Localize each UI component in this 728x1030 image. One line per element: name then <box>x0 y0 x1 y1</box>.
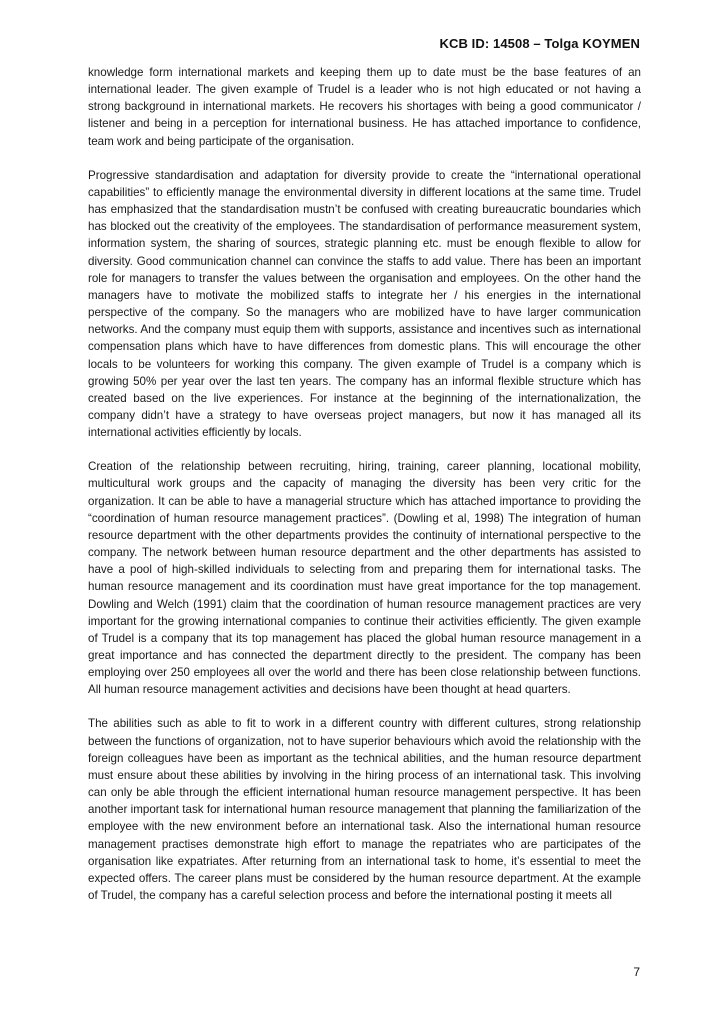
page-number: 7 <box>633 965 640 979</box>
document-body <box>88 64 641 921</box>
page-header: KCB ID: 14508 – Tolga KOYMEN <box>439 36 640 51</box>
paragraph: The abilities such as able to fit to work in a different country with different cultures, strong relationship between the functions of organization, not to have superior behaviours which avoid the relationship with the foreign colleagues have been as important as the technical abilities, and the human resource department must ensure about these abilities by involving in the hiring process of an international task. This involving can only be able through the efficient international human resource management perspective. It has been another important task for international human resource management that planning the familiarization of the employee with the new environment before an international task. Also the international human resource management practises demonstrate high effort to manage the repatriates who are participates of the organisation like expatriates. After returning from an international task to home, it’s essential to meet the expected offers. The career plans must be considered by the human resource department. At the example of Trudel, the company has a careful selection process and before the international posting it meets all <box>88 717 641 903</box>
paragraph: Creation of the relationship between recruiting, hiring, training, career planning, locational mobility, multicultural work groups and the capacity of managing the diversity has been very critic for the organization. It can be able to have a managerial structure which has attached importance to providing the “coordination of human resource management practices”. (Dowling et al, 1998) The integration of human resource department with the other departments provides the continuity of international perspective to the company. The network between human resource department and the other departments has assisted to have a pool of high-skilled individuals to selecting from and preparing them for international tasks. The human resource management and its coordination must have great importance for the top management. Dowling and Welch (1991) claim that the coordination of human resource management practices are very important for the growing international companies to continue their activities efficiently. The given example of Trudel is a company that its top management has placed the global human resource management in a great importance and has connected the department directly to the president. The company has been employing over 250 employees all over the world and there has been close relationship between functions. All human resource management activities and decisions have been thought at head quarters. <box>88 460 641 697</box>
paragraph: knowledge form international markets and keeping them up to date must be the base features of an international leader. The given example of Trudel is a leader who is not high educated or not having a strong background in international markets. He recovers his shortages with being a good communicator / listener and being in a perception for international business. He has attached importance to confidence, team work and being participate of the organisation. <box>88 66 641 148</box>
paragraph: Progressive standardisation and adaptation for diversity provide to create the “international operational capabilities” to efficiently manage the environmental diversity in different locations at the same time. Trudel has emphasized that the standardisation mustn’t be confused with creating bureaucratic boundaries which has blocked out the creativity of the employees. The standardisation of performance measurement system, information system, the sharing of sources, strategic planning etc. must be enough flexible to allow for diversity. Good communication channel can convince the staffs to add value. There has been an important role for managers to transfer the values between the organisation and employees. On the other hand the managers have to motivate the mobilized staffs to integrate her / his energies in the international perspective of the company. So the managers who are mobilized have to have larger communication networks. And the company must equip them with supports, assistance and incentives such as international compensation plans which have to have differences from domestic plans. This will encourage the other locals to be volunteers for working this company. The given example of Trudel is a company which is growing 50% per year over the last ten years. The company has an informal flexible structure which has created based on the live experiences. For instance at the beginning of the internationalization, the company didn’t have a strategy to have overseas project managers, but now it has managed all its international activities efficiently by locals. <box>88 168 641 440</box>
